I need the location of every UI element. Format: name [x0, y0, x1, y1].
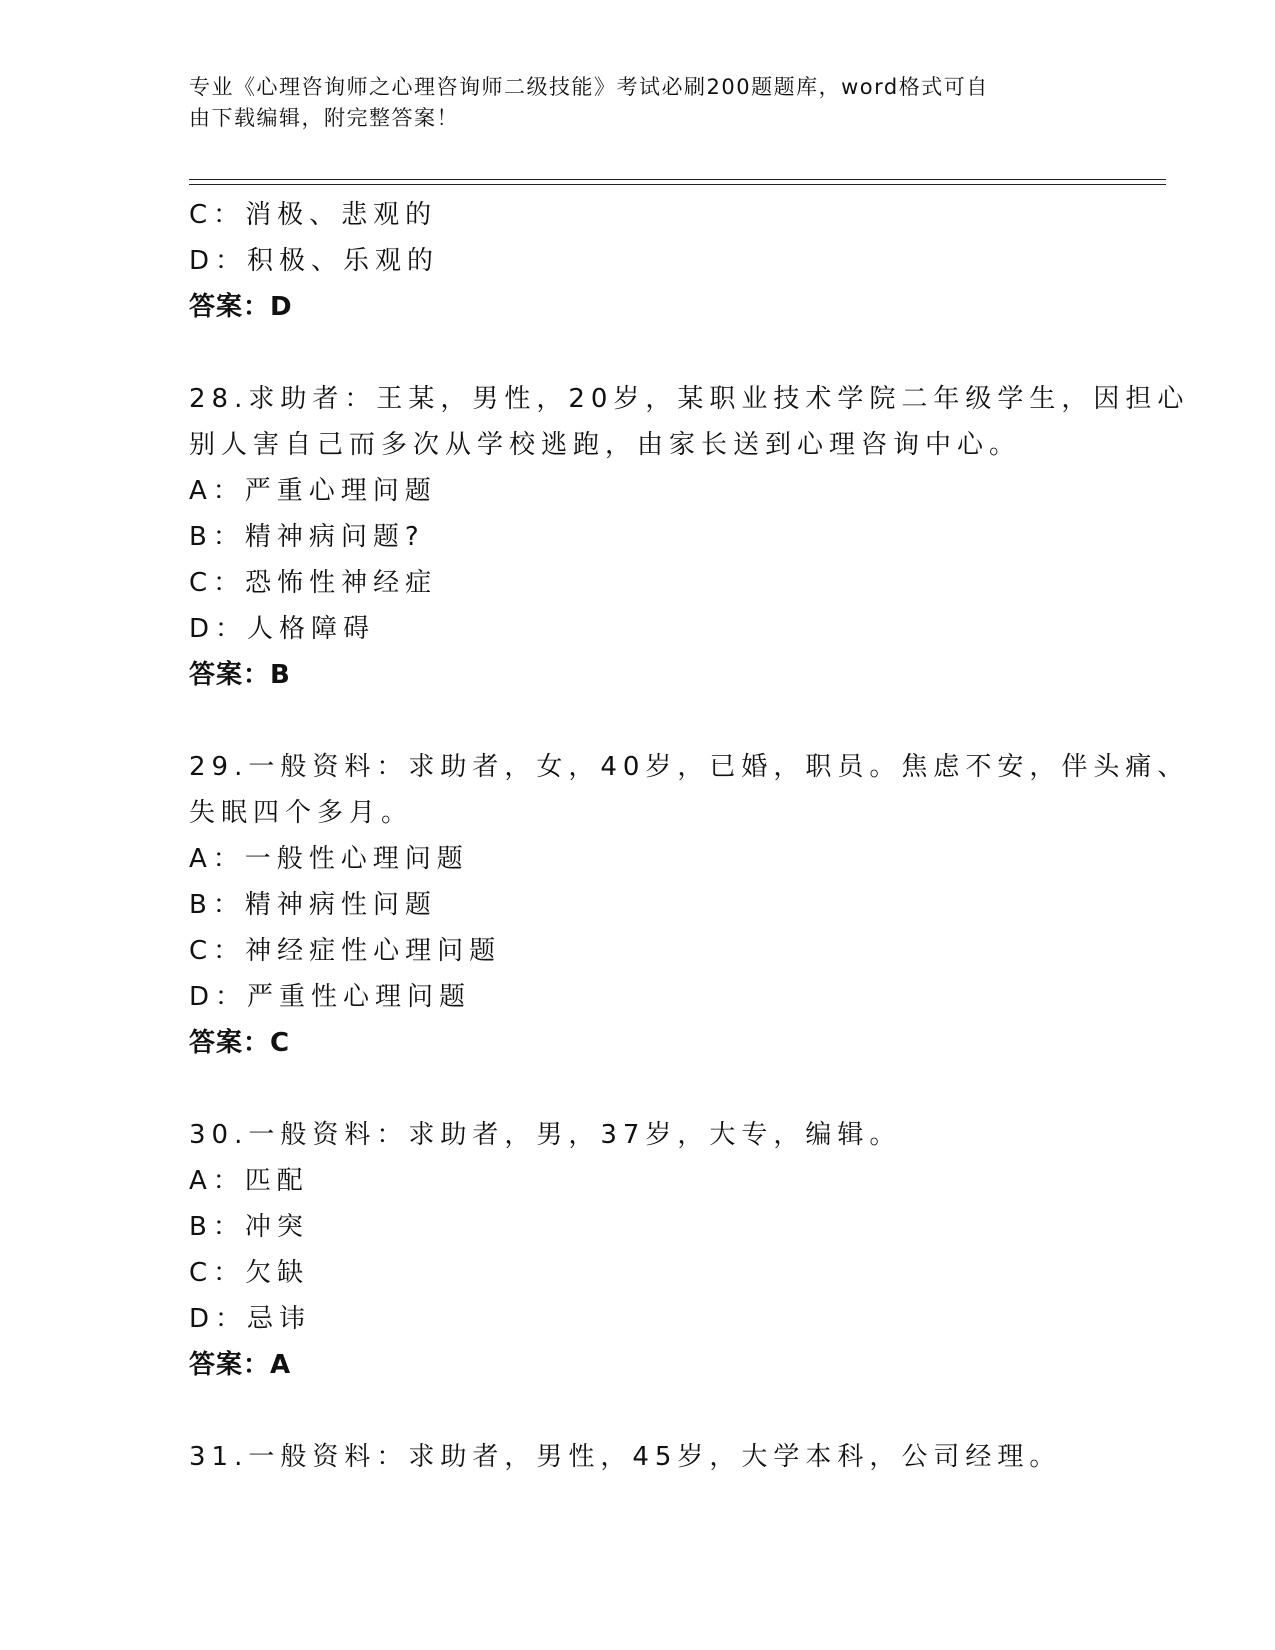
- answer-line: 答案：C: [189, 1028, 291, 1058]
- spacer: [189, 698, 1149, 744]
- answer-line: 答案：B: [189, 660, 291, 690]
- option-line: C：恐怖性神经症: [189, 568, 438, 598]
- question-stem-line: 30.一般资料：求助者，男，37岁，大专，编辑。: [189, 1120, 902, 1150]
- question-stem-line: 失眠四个多月。: [189, 798, 414, 828]
- spacer: [189, 1066, 1149, 1112]
- header-rule-bottom: [189, 184, 1166, 185]
- answer-line: 答案：D: [189, 292, 293, 322]
- question-stem-line: 别人害自己而多次从学校逃跑，由家长送到心理咨询中心。: [189, 430, 1022, 460]
- header-line-1: 专业《心理咨询师之心理咨询师二级技能》考试必刷200题题库，word格式可自: [189, 75, 989, 99]
- question-30: [189, 1112, 1149, 1388]
- question-28: [189, 376, 1190, 698]
- option-line: D：人格障碍: [189, 614, 376, 644]
- question-stem-line: 31.一般资料：求助者，男性，45岁，大学本科，公司经理。: [189, 1442, 1062, 1472]
- question-stem-line: 28.求助者：王某，男性，20岁，某职业技术学院二年级学生，因担心: [189, 384, 1190, 414]
- header-rule-top: [189, 179, 1166, 180]
- spacer: [189, 330, 1149, 376]
- question-29: [189, 744, 1190, 1066]
- question-27-continuation: [189, 192, 1149, 330]
- spacer: [189, 1388, 1149, 1434]
- option-line: D：严重性心理问题: [189, 982, 472, 1012]
- option-line: C：消极、悲观的: [189, 200, 438, 230]
- option-line: B：冲突: [189, 1212, 309, 1242]
- option-line: A：匹配: [189, 1166, 309, 1196]
- document-header: [189, 72, 1069, 134]
- option-line: B：精神病性问题: [189, 890, 437, 920]
- option-line: C：神经症性心理问题: [189, 936, 502, 966]
- option-line: A：一般性心理问题: [189, 844, 469, 874]
- document-body: [189, 192, 1190, 1480]
- option-line: C：欠缺: [189, 1258, 310, 1288]
- answer-line: 答案：A: [189, 1350, 292, 1380]
- question-stem-line: 29.一般资料：求助者，女，40岁，已婚，职员。焦虑不安，伴头痛、: [189, 752, 1190, 782]
- option-line: D：积极、乐观的: [189, 246, 440, 276]
- option-line: B：精神病问题?: [189, 522, 425, 552]
- option-line: D：忌讳: [189, 1304, 312, 1334]
- question-31: [189, 1434, 1149, 1480]
- header-line-2: 由下载编辑，附完整答案！: [189, 106, 459, 130]
- option-line: A：严重心理问题: [189, 476, 437, 506]
